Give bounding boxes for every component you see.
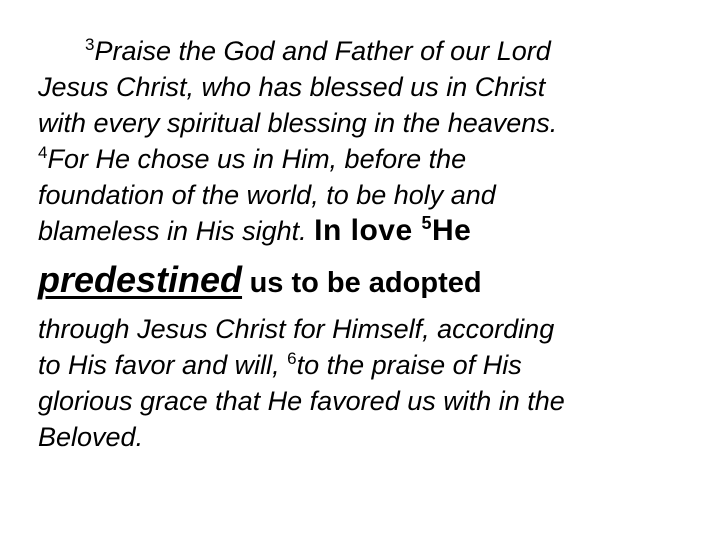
passage-text-8: through Jesus Christ for Himself, according — [38, 314, 555, 344]
he-text: He — [432, 214, 472, 247]
passage-text-4: For He chose us in Him, before the — [47, 144, 467, 174]
passage-text-1: Praise the God and Father of our Lord — [94, 36, 551, 66]
passage-line-7 — [38, 249, 698, 311]
in-love-emphasis — [314, 214, 471, 247]
passage-line-11 — [38, 419, 698, 455]
passage-text-9a: to His favor and will, — [38, 350, 280, 380]
passage-line-4 — [38, 141, 698, 177]
passage-text-11: Beloved. — [38, 422, 144, 452]
passage-text-9b: to the praise of His — [296, 350, 522, 380]
passage-line-8 — [38, 311, 698, 347]
in-love-text: In love — [314, 214, 413, 247]
verse-number-6: 6 — [287, 349, 297, 368]
passage-line-10 — [38, 383, 698, 419]
passage-text-2: Jesus Christ, who has blessed us in Christ — [38, 72, 546, 102]
verse-number-5: 5 — [421, 213, 433, 233]
passage-text-5: foundation of the world, to be holy and — [38, 180, 496, 210]
verse-number-3: 3 — [85, 35, 95, 54]
predestined-emphasis: predestined — [38, 259, 243, 300]
verse-number-4: 4 — [38, 143, 48, 162]
passage-line-6 — [38, 213, 698, 249]
passage-text-10: glorious grace that He favored us with in the — [38, 386, 565, 416]
passage-line-9 — [38, 347, 698, 383]
adopted-emphasis: us to be adopted — [249, 267, 482, 299]
scripture-passage — [38, 33, 698, 455]
passage-line-2 — [38, 69, 698, 105]
passage-line-1 — [38, 33, 698, 69]
passage-text-6: blameless in His sight. — [38, 216, 307, 246]
passage-line-5 — [38, 177, 698, 213]
passage-line-3 — [38, 105, 698, 141]
passage-text-3: with every spiritual blessing in the heavens. — [38, 108, 558, 138]
